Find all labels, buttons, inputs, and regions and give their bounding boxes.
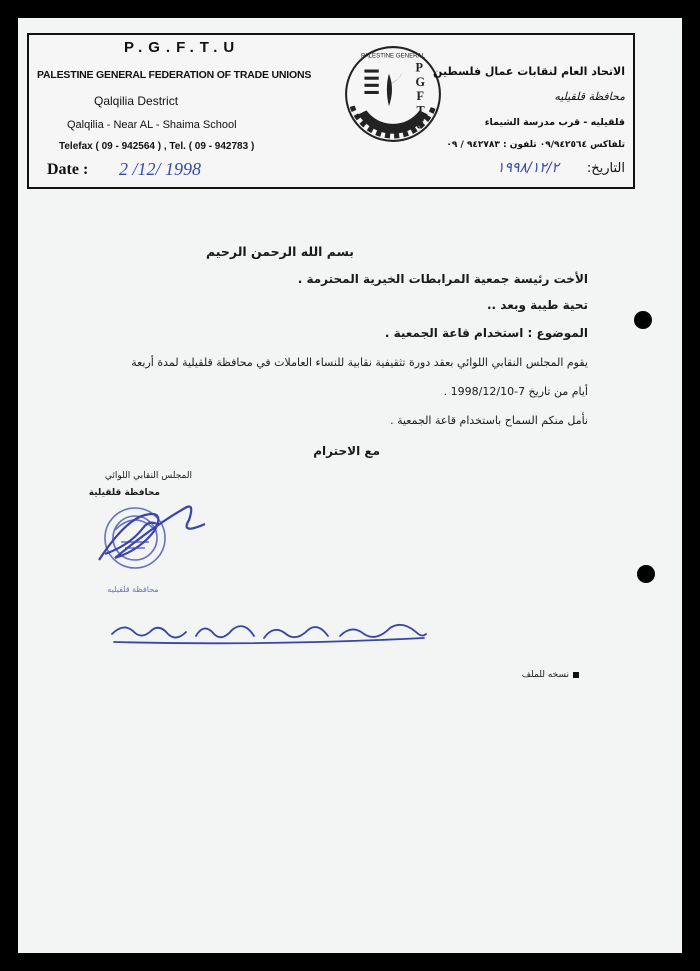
official-stamp-icon [85,490,225,600]
svg-text:U: U [415,117,425,132]
bullet-square-icon [573,672,579,678]
body-line-2: أيام من تاريخ 7-1998/12/10 . [443,385,588,398]
svg-text:G: G [415,74,425,89]
closing: مع الاحترام [313,444,380,458]
arabic-address: قلقيليه - قرب مدرسة الشيماء [484,117,625,128]
district-name: Qalqilia Destrict [94,94,179,108]
telefax: Telefax ( 09 - 942564 ) , Tel. ( 09 - 942783 ) [59,141,255,152]
svg-text:F: F [416,89,424,104]
svg-text:محافظة قلقيليه: محافظة قلقيليه [107,585,159,594]
arabic-date-label: التاريخ: [586,161,625,176]
svg-text:PALESTINE GENERAL: PALESTINE GENERAL [360,52,426,60]
basmala: بسم الله الرحمن الرحيم [206,244,354,259]
punch-hole-bottom [637,565,655,583]
federation-name: PALESTINE GENERAL FEDERATION OF TRADE UNIONS [37,69,312,81]
letterhead [27,33,635,160]
greeting: تحية طيبة وبعد .. [486,298,588,312]
arabic-union-name: الاتحاد العام لنقابات عمال فلسطين [433,65,625,78]
copy-note-text: نسخه للملف [521,670,569,680]
svg-text:P: P [415,60,423,75]
acronym: P.G.F.T.U [124,39,241,56]
body-line-3: نأمل منكم السماح باستخدام قاعة الجمعية . [390,414,588,427]
subject-line: الموضوع : استخدام قاعة الجمعية . [384,326,588,340]
arabic-telefax: تلفاكس ٠٩/٩٤٢٥٦٤ تلفون : ٩٤٢٧٨٣ / ٠٩ [446,140,625,150]
handwritten-note-icon [104,612,434,652]
body-line-1: يقوم المجلس النقابي اللوائي بعقد دورة تثقيفية نقابية للنساء العاملات في محافظة قلقيلية لمدة أربعة [131,356,588,369]
svg-text:T: T [416,103,425,118]
arabic-governorate: محافظة قلقيليه [554,90,625,103]
punch-hole-top [634,311,652,329]
arabic-date-value: ١٩٩٨/١٢/٢ [496,160,559,176]
date-label: Date : [47,161,89,178]
signature-council: المجلس النقابي اللوائي [104,471,192,481]
copy-to-file [522,670,579,680]
signature-governorate: محافظة قلقيلية [88,488,160,498]
addressee: الأخت رئيسة جمعية المرابطات الخيرية المحترمة . [297,272,588,286]
date-value: 2 /12/ 1998 [119,159,202,179]
pgftu-logo-icon [342,43,444,145]
date-band [27,157,635,189]
address: Qalqilia - Near AL - Shaima School [67,119,237,131]
